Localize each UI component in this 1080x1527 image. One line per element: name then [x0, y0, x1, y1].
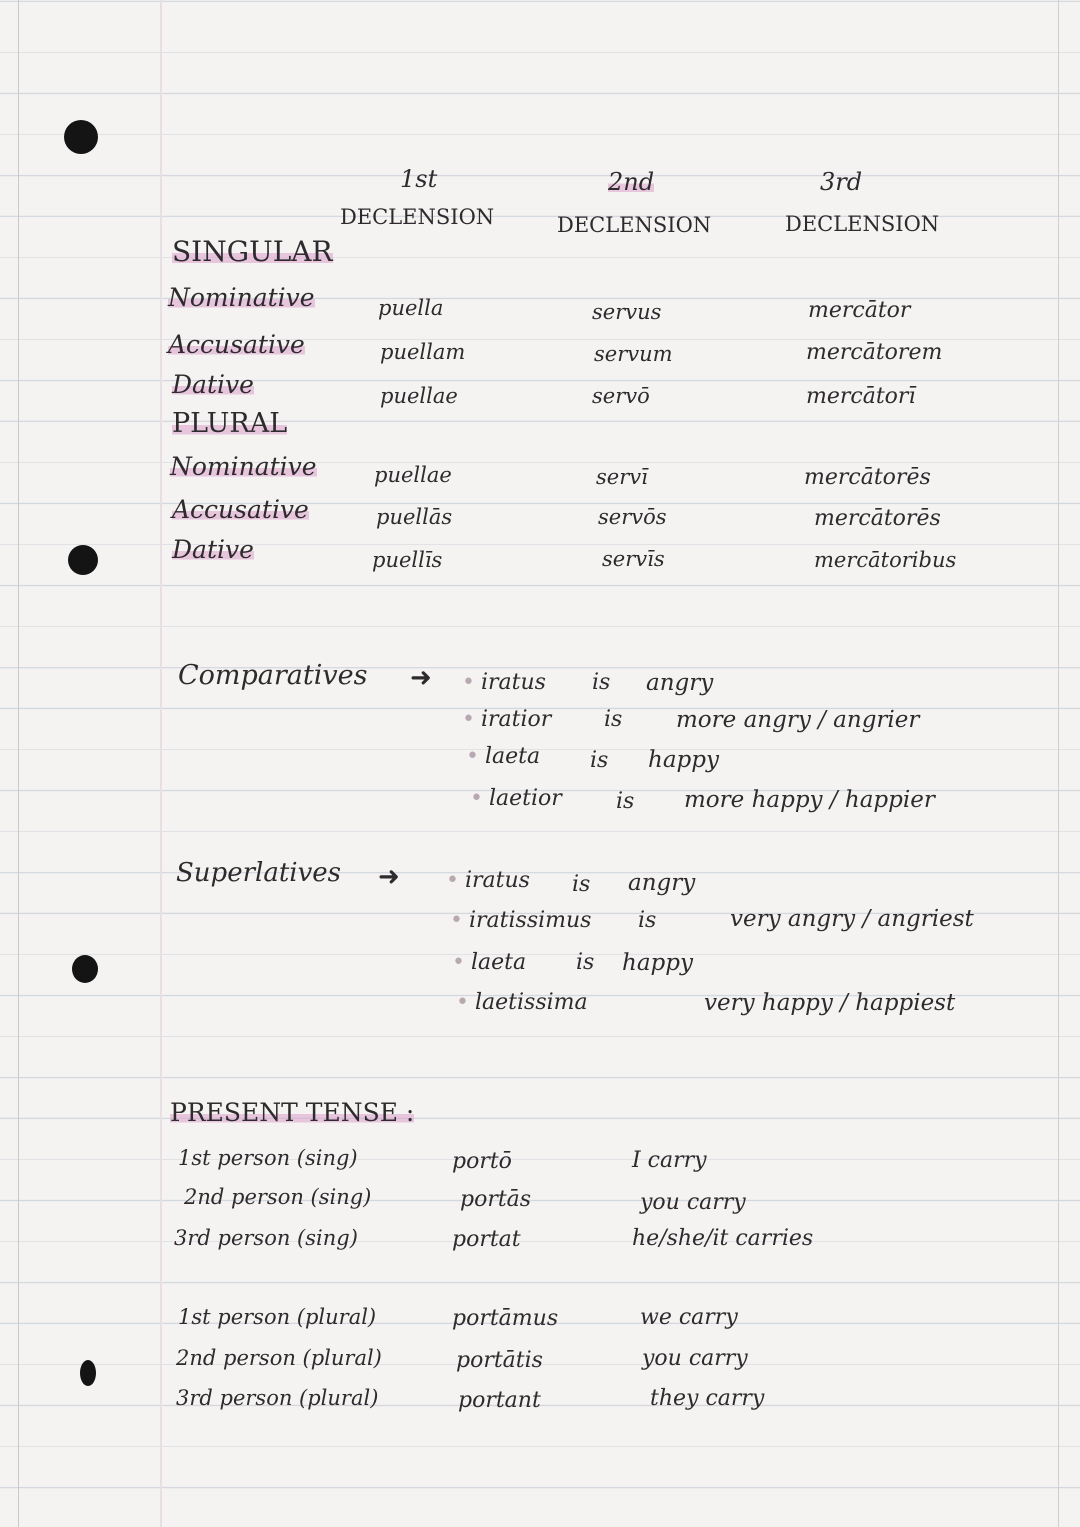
- header-3rd-label: DECLENSION: [785, 212, 940, 236]
- english-gloss: happy: [648, 747, 719, 773]
- person-label: 2nd person (plural): [176, 1346, 382, 1370]
- english-verb: you carry: [640, 1190, 746, 1215]
- english-verb: they carry: [650, 1386, 765, 1411]
- is-word: is: [638, 908, 657, 933]
- english-gloss: very angry / angriest: [730, 906, 974, 932]
- punch-hole: [72, 955, 98, 983]
- latin-verb: portātis: [456, 1348, 543, 1373]
- form-cell: mercātorēs: [814, 506, 941, 531]
- latin-word: laeta: [484, 744, 541, 769]
- form-cell: servum: [594, 342, 673, 366]
- page-right-edge: [1058, 0, 1059, 1527]
- header-2nd-num: 2nd: [608, 168, 655, 196]
- person-label: 1st person (plural): [178, 1305, 377, 1329]
- comparatives-arrow: ➜: [410, 663, 432, 693]
- form-cell: puellīs: [372, 548, 443, 572]
- form-cell: puella: [378, 296, 444, 320]
- person-label: 3rd person (sing): [174, 1226, 358, 1250]
- form-cell: puellae: [374, 463, 452, 487]
- form-cell: servōs: [598, 505, 667, 529]
- comparative-line: • laetior: [470, 786, 562, 811]
- punch-hole: [64, 120, 98, 154]
- header-1st-num: 1st: [400, 165, 438, 193]
- case-label: Dative: [172, 535, 254, 564]
- english-verb: I carry: [632, 1148, 707, 1173]
- latin-word: laetissima: [474, 990, 588, 1015]
- is-word: is: [590, 748, 609, 773]
- superlative-line: • laeta: [452, 950, 527, 975]
- person-label: 1st person (sing): [178, 1146, 358, 1170]
- comparative-line: • iratior: [462, 707, 552, 732]
- page-edge: [18, 0, 19, 1527]
- person-label: 3rd person (plural): [176, 1386, 379, 1410]
- latin-verb: portō: [452, 1149, 512, 1174]
- case-label: Accusative: [168, 330, 305, 359]
- plural-label: PLURAL: [172, 408, 288, 439]
- latin-verb: portat: [452, 1227, 521, 1252]
- english-gloss: more happy / happier: [684, 787, 935, 813]
- header-3rd-num: 3rd: [820, 168, 863, 196]
- margin-line: [160, 0, 162, 1527]
- form-cell: servī: [596, 465, 648, 489]
- case-label: Accusative: [172, 495, 309, 524]
- english-gloss: more angry / angrier: [676, 707, 920, 733]
- latin-verb: portāmus: [452, 1306, 559, 1331]
- comparatives-label: Comparatives: [178, 660, 368, 691]
- english-gloss: angry: [628, 870, 696, 896]
- form-cell: mercātorī: [806, 384, 916, 409]
- latin-verb: portant: [458, 1388, 541, 1413]
- latin-word: iratus: [480, 670, 546, 695]
- superlatives-arrow: ➜: [378, 862, 400, 892]
- form-cell: mercātoribus: [814, 548, 957, 572]
- form-cell: mercātorem: [806, 340, 943, 365]
- singular-label: SINGULAR: [172, 235, 333, 268]
- superlative-line: • laetissima: [456, 990, 588, 1015]
- english-gloss: very happy / happiest: [704, 990, 956, 1016]
- superlative-line: • iratissimus: [450, 908, 592, 933]
- english-verb: you carry: [642, 1346, 748, 1371]
- header-2nd-label: DECLENSION: [557, 213, 712, 237]
- person-label: 2nd person (sing): [184, 1185, 372, 1209]
- present-tense-title: PRESENT TENSE :: [170, 1098, 415, 1127]
- is-word: is: [576, 950, 595, 975]
- punch-hole: [68, 545, 98, 575]
- latin-word: iratissimus: [468, 908, 592, 933]
- form-cell: servīs: [602, 547, 665, 571]
- comparative-line: • iratus: [462, 670, 546, 695]
- punch-hole: [80, 1360, 96, 1386]
- english-verb: we carry: [640, 1305, 738, 1330]
- header-1st-label: DECLENSION: [340, 205, 495, 229]
- form-cell: mercātorēs: [804, 465, 931, 490]
- english-gloss: happy: [622, 950, 693, 976]
- superlatives-label: Superlatives: [176, 858, 342, 888]
- form-cell: servō: [592, 384, 650, 408]
- is-word: is: [616, 789, 635, 814]
- case-label: Dative: [172, 370, 254, 399]
- form-cell: servus: [592, 300, 662, 324]
- form-cell: puellam: [380, 340, 466, 364]
- is-word: is: [604, 707, 623, 732]
- comparative-line: • laeta: [466, 744, 541, 769]
- form-cell: puellae: [380, 384, 458, 408]
- form-cell: puellās: [376, 505, 453, 529]
- case-label: Nominative: [168, 283, 315, 312]
- english-verb: he/she/it carries: [632, 1226, 814, 1251]
- english-gloss: angry: [646, 670, 714, 696]
- superlative-line: • iratus: [446, 868, 530, 893]
- is-word: is: [592, 670, 611, 695]
- form-cell: mercātor: [808, 298, 911, 323]
- latin-word: laetior: [488, 786, 562, 811]
- case-label: Nominative: [170, 452, 317, 481]
- latin-word: iratus: [464, 868, 530, 893]
- latin-verb: portās: [460, 1187, 532, 1212]
- latin-word: laeta: [470, 950, 527, 975]
- latin-word: iratior: [480, 707, 552, 732]
- is-word: is: [572, 872, 591, 897]
